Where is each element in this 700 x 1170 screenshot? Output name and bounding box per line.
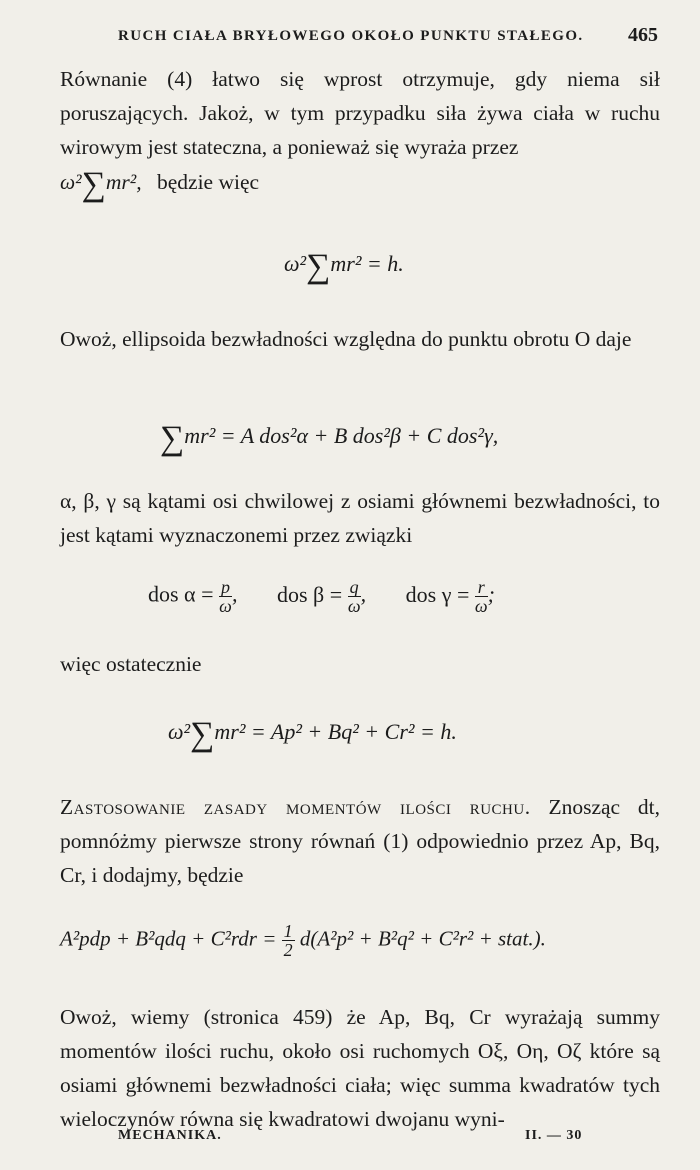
- equation-ellipsoid-expression: mr² = A dos²α + B dos²β + C dos²γ,: [184, 423, 499, 448]
- sum-expression: mr²,: [105, 170, 142, 194]
- sigma-symbol: ∑: [306, 248, 331, 285]
- sum-line: [60, 168, 259, 202]
- sigma-symbol: ∑: [81, 166, 106, 203]
- equation-final-expression: mr² = Ap² + Bq² + Cr² = h.: [214, 719, 457, 744]
- omega-squared: ω²: [284, 251, 307, 276]
- paragraph-3: α, β, γ są kątami osi chwilowej z osiami głównemi bezwładności, to jest kątami wyznaczonemi przez związki: [60, 489, 660, 547]
- fraction-p-omega: $\frac{p}{\omega}$: [219, 577, 232, 616]
- omega-squared: ω²: [60, 170, 82, 194]
- fraction-r-omega: $\frac{r}{\omega}$: [474, 577, 488, 616]
- section-text: Znosząc dt, pomnóżmy pierwsze strony równań (1) odpowiednio przez Ap, Bq, Cr, i dodajmy, będzie: [60, 795, 661, 887]
- wiec-ostatecznie: więc ostatecznie: [60, 652, 202, 676]
- omega-squared: ω²: [168, 719, 191, 744]
- running-head: [118, 24, 658, 52]
- cos-alpha-label: dos α =: [148, 581, 214, 607]
- sigma-symbol: ∑: [160, 420, 185, 457]
- equation-h-expression: mr² = h.: [330, 251, 404, 276]
- equation-moment-right: d(A²p² + B²q² + C²r² + stat.).: [299, 926, 546, 951]
- paragraph-4: Owoż, wiemy (stronica 459) że Ap, Bq, Cr wyrażają summy momentów ilości ruchu, około osi ruchomych Oξ, Oη, Oζ które są osiami głównemi bezwładności ciała; więc summa kwadratów tych wieloczynów równa się kwadratowi dwojanu wyni-: [60, 1005, 660, 1131]
- page-number: 465: [628, 24, 658, 46]
- footer-sheet-mark: II. — 30: [525, 1128, 583, 1143]
- paragraph-2: Owoż, ellipsoida bezwładności względna do punktu obrotu O daje: [60, 327, 632, 351]
- paragraph-1: Równanie (4) łatwo się wprost otrzymuje, gdy niema sił poruszających. Jakoż, w tym przypadku siła żywa ciała w ruchu wirowym jest stateczna, a ponieważ się wyraża przez: [60, 67, 660, 159]
- footer-signature: MECHANIKA.: [118, 1128, 222, 1143]
- sum-line-text: będzie więc: [156, 170, 260, 194]
- equation-final: [168, 718, 457, 752]
- fraction-one-half: $\frac{1}{2}$: [283, 921, 293, 960]
- section-paragraph: [60, 790, 660, 892]
- section-heading: Zastosowanie zasady momentów ilości ruchu.: [60, 795, 531, 819]
- equation-moment: [60, 922, 546, 959]
- fraction-q-omega: $\frac{q}{\omega}$: [347, 577, 361, 616]
- equation-moment-left: A²pdp + B²qdq + C²rdr =: [60, 926, 277, 951]
- equation-ellipsoid: [160, 422, 498, 456]
- running-head-title: RUCH CIAŁA BRYŁOWEGO OKOŁO PUNKTU STAŁEGO.: [118, 28, 584, 44]
- cos-beta-label: dos β =: [277, 581, 343, 607]
- equation-cosines: dos α = $\frac{p}{\omega}$ , dos β = $\frac{q}{\omega}$ , dos γ = $\frac{r}{\omega}$ ;: [148, 577, 495, 616]
- equation-h: [284, 250, 404, 284]
- sigma-symbol: ∑: [190, 716, 215, 753]
- cos-gamma-label: dos γ =: [405, 581, 470, 607]
